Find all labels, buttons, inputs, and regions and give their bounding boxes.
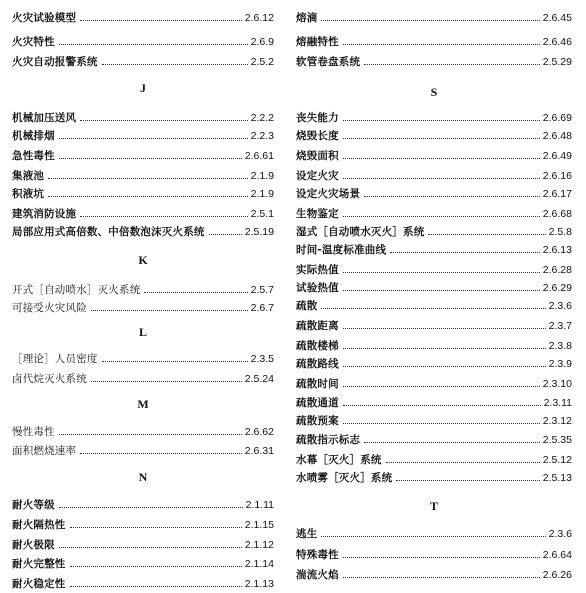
index-term: 试验热值 — [296, 282, 339, 294]
clause-number: 2.6.26 — [542, 569, 572, 581]
clause-number: 2.1.9 — [250, 170, 274, 182]
index-entry — [296, 375, 572, 393]
clause-number: 2.1.9 — [250, 188, 274, 200]
index-term: 实际热值 — [296, 264, 339, 276]
clause-number: 2.6.7 — [250, 302, 274, 314]
index-entry — [296, 297, 572, 315]
clause-number: 2.6.16 — [542, 170, 572, 182]
dot-leader — [59, 433, 242, 435]
clause-number: 2.1.11 — [245, 499, 274, 511]
index-entry — [296, 431, 572, 449]
index-term: 疏散指示标志 — [296, 434, 361, 446]
dot-leader — [59, 546, 242, 548]
index-entry — [12, 442, 274, 460]
index-letter-heading: N — [138, 470, 148, 484]
index-term: 湿式［自动喷水灭火］系统 — [296, 226, 425, 238]
index-term: 集液池 — [12, 170, 45, 182]
index-term: 生物鉴定 — [296, 208, 339, 220]
index-entry — [12, 575, 274, 593]
dot-leader — [343, 576, 540, 578]
index-term: 耐火稳定性 — [12, 578, 66, 590]
index-entry — [12, 281, 274, 299]
index-term: 机械加压送风 — [12, 112, 77, 124]
clause-number: 2.5.2 — [250, 56, 274, 68]
clause-number: 2.3.8 — [548, 340, 572, 352]
index-entry — [296, 279, 572, 297]
index-entry — [12, 423, 274, 441]
dot-leader — [80, 19, 242, 21]
index-entry — [296, 53, 572, 71]
clause-number: 2.6.45 — [542, 12, 572, 24]
clause-number: 2.5.7 — [250, 284, 274, 296]
dot-leader — [343, 365, 546, 367]
index-term: 水幕［灭火］系统 — [296, 454, 382, 466]
index-term: 火灾自动报警系统 — [12, 56, 98, 68]
index-term: 耐火完整性 — [12, 558, 66, 570]
index-term: 疏散路线 — [296, 358, 339, 370]
index-term: 耐火隔热性 — [12, 519, 66, 531]
index-entry — [296, 469, 572, 487]
index-entry — [12, 33, 274, 51]
index-entry — [296, 185, 572, 203]
clause-number: 2.5.29 — [542, 56, 572, 68]
dot-leader — [428, 233, 545, 235]
dot-leader — [70, 565, 242, 567]
dot-leader — [343, 215, 540, 217]
index-term: 湍流火焰 — [296, 569, 339, 581]
dot-leader — [321, 535, 545, 537]
index-letter-heading: K — [138, 253, 148, 267]
dot-leader — [343, 271, 540, 273]
index-entry — [12, 109, 274, 127]
index-entry — [12, 370, 274, 388]
index-entry — [296, 241, 572, 259]
clause-number: 2.6.9 — [250, 36, 274, 48]
index-entry — [12, 185, 274, 203]
index-entry — [12, 299, 274, 317]
dot-leader — [343, 289, 540, 291]
dot-leader — [321, 307, 545, 309]
dot-leader — [91, 309, 248, 311]
index-term: 机械排烟 — [12, 130, 55, 142]
clause-number: 2.6.12 — [244, 12, 274, 24]
clause-number: 2.3.12 — [542, 415, 572, 427]
index-entry — [12, 223, 274, 241]
clause-number: 2.1.14 — [244, 558, 274, 570]
index-term: 烧毁长度 — [296, 130, 339, 142]
index-term: 卤代烷灭火系统 — [12, 373, 87, 385]
dot-leader — [59, 506, 243, 508]
dot-leader — [343, 404, 541, 406]
clause-number: 2.2.3 — [250, 130, 274, 142]
dot-leader — [91, 380, 242, 382]
index-entry — [296, 147, 572, 165]
clause-number: 2.6.29 — [542, 282, 572, 294]
clause-number: 2.6.28 — [542, 264, 572, 276]
index-entry — [296, 109, 572, 127]
clause-number: 2.1.13 — [244, 578, 274, 590]
index-term: 疏散距离 — [296, 320, 339, 332]
dot-leader — [364, 195, 540, 197]
dot-leader — [343, 43, 540, 45]
dot-leader — [102, 63, 248, 65]
dot-leader — [48, 177, 248, 179]
dot-leader — [343, 177, 540, 179]
dot-leader — [364, 63, 540, 65]
dot-leader — [390, 251, 540, 253]
dot-leader — [59, 157, 242, 159]
dot-leader — [80, 215, 247, 217]
clause-number: 2.6.13 — [542, 244, 572, 256]
clause-number: 2.6.31 — [244, 445, 274, 457]
index-term: 耐火极限 — [12, 539, 55, 551]
dot-leader — [343, 385, 540, 387]
index-term: 疏散预案 — [296, 415, 339, 427]
dot-leader — [70, 585, 242, 587]
dot-leader — [59, 137, 248, 139]
index-letter-heading: M — [137, 397, 149, 411]
index-entry — [12, 536, 274, 554]
clause-number: 2.5.13 — [542, 472, 572, 484]
index-term: 水喷雾［灭火］系统 — [296, 472, 393, 484]
index-term: 软管卷盘系统 — [296, 56, 361, 68]
index-entry — [296, 394, 572, 412]
index-term: 疏散通道 — [296, 397, 339, 409]
clause-number: 2.3.7 — [548, 320, 572, 332]
dot-leader — [343, 157, 540, 159]
index-entry — [296, 355, 572, 373]
index-entry — [12, 205, 274, 223]
clause-number: 2.1.12 — [244, 539, 274, 551]
index-entry — [12, 167, 274, 185]
index-entry — [12, 9, 274, 27]
index-term: 疏散楼梯 — [296, 340, 339, 352]
clause-number: 2.3.9 — [548, 358, 572, 370]
index-term: 丧失能力 — [296, 112, 339, 124]
dot-leader — [396, 479, 539, 481]
clause-number: 2.3.6 — [548, 528, 572, 540]
index-letter-heading: S — [430, 85, 438, 99]
dot-leader — [343, 422, 540, 424]
index-term: 开式［自动喷水］灭火系统 — [12, 284, 141, 296]
index-entry — [296, 33, 572, 51]
index-term: 设定火灾 — [296, 170, 339, 182]
dot-leader — [144, 291, 247, 293]
clause-number: 2.6.46 — [542, 36, 572, 48]
index-letter-heading: T — [429, 499, 438, 513]
index-entry — [12, 555, 274, 573]
index-entry — [12, 147, 274, 165]
index-term: 烧毁面积 — [296, 150, 339, 162]
dot-leader — [209, 233, 242, 235]
clause-number: 2.2.2 — [250, 112, 274, 124]
index-entry — [296, 546, 572, 564]
index-term: 耐火等级 — [12, 499, 55, 511]
index-term: 时间-温度标准曲线 — [296, 244, 387, 256]
index-term: 熔滴 — [296, 12, 318, 24]
index-term: ［理论］人员密度 — [12, 353, 98, 365]
index-letter-heading: J — [140, 81, 146, 95]
index-entry — [296, 223, 572, 241]
dot-leader — [80, 119, 247, 121]
clause-number: 2.6.64 — [542, 549, 572, 561]
index-entry — [296, 412, 572, 430]
clause-number: 2.5.24 — [244, 373, 274, 385]
index-entry — [12, 516, 274, 534]
clause-number: 2.3.6 — [548, 300, 572, 312]
index-entry — [12, 496, 274, 514]
index-letter-heading: L — [138, 325, 147, 339]
dot-leader — [80, 452, 242, 454]
clause-number: 2.6.48 — [542, 130, 572, 142]
index-entry — [296, 167, 572, 185]
clause-number: 2.5.8 — [548, 226, 572, 238]
index-entry — [12, 127, 274, 145]
index-term: 急性毒性 — [12, 150, 55, 162]
dot-leader — [343, 119, 540, 121]
clause-number: 2.6.69 — [542, 112, 572, 124]
dot-leader — [343, 347, 546, 349]
dot-leader — [48, 195, 248, 197]
dot-leader — [102, 360, 248, 362]
clause-number: 2.6.61 — [244, 150, 274, 162]
dot-leader — [343, 327, 546, 329]
dot-leader — [59, 43, 248, 45]
index-entry — [296, 525, 572, 543]
index-entry — [296, 566, 572, 584]
index-entry — [296, 451, 572, 469]
dot-leader — [70, 526, 242, 528]
clause-number: 2.6.49 — [542, 150, 572, 162]
clause-number: 2.6.68 — [542, 208, 572, 220]
index-term: 建筑消防设施 — [12, 208, 77, 220]
index-entry — [12, 53, 274, 71]
index-term: 火灾试验模型 — [12, 12, 77, 24]
index-term: 疏散时间 — [296, 378, 339, 390]
dot-leader — [343, 556, 540, 558]
index-entry — [12, 350, 274, 368]
clause-number: 2.6.17 — [542, 188, 572, 200]
index-term: 面积燃烧速率 — [12, 445, 77, 457]
clause-number: 2.5.19 — [244, 226, 274, 238]
index-entry — [296, 9, 572, 27]
index-term: 火灾特性 — [12, 36, 55, 48]
dot-leader — [343, 137, 540, 139]
index-term: 积液坑 — [12, 188, 45, 200]
clause-number: 2.1.15 — [244, 519, 274, 531]
index-term: 设定火灾场景 — [296, 188, 361, 200]
clause-number: 2.6.62 — [244, 426, 274, 438]
index-term: 可接受火灾风险 — [12, 302, 87, 314]
index-entry — [296, 317, 572, 335]
index-term: 特殊毒性 — [296, 549, 339, 561]
clause-number: 2.5.12 — [542, 454, 572, 466]
clause-number: 2.5.1 — [250, 208, 274, 220]
index-entry — [296, 205, 572, 223]
index-term: 疏散 — [296, 300, 318, 312]
index-entry — [296, 261, 572, 279]
clause-number: 2.3.5 — [250, 353, 274, 365]
clause-number: 2.3.11 — [543, 397, 572, 409]
index-term: 熔融特性 — [296, 36, 339, 48]
index-term: 局部应用式高倍数、中倍数泡沫灭火系统 — [12, 226, 205, 238]
index-entry — [296, 337, 572, 355]
clause-number: 2.5.35 — [542, 434, 572, 446]
dot-leader — [364, 441, 540, 443]
index-entry — [296, 127, 572, 145]
clause-number: 2.3.10 — [542, 378, 572, 390]
index-term: 逃生 — [296, 528, 318, 540]
dot-leader — [386, 461, 540, 463]
dot-leader — [321, 19, 539, 21]
index-term: 慢性毒性 — [12, 426, 55, 438]
